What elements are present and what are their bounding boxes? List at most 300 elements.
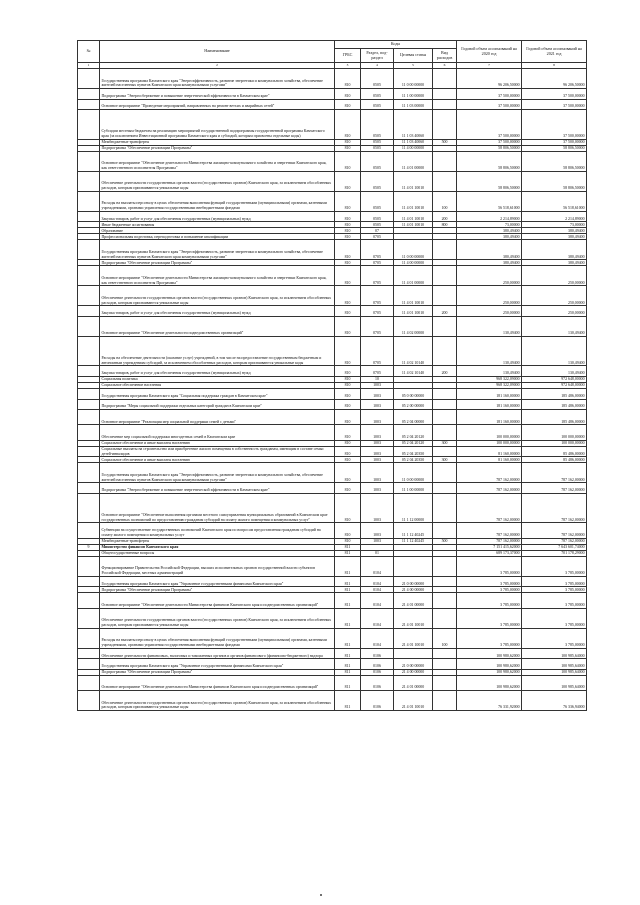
row-target-cell [394,556,433,576]
row-2020-cell: 787 162,00000 [457,493,522,523]
row-number-cell [78,493,100,523]
row-section-cell: 1003 [361,483,394,494]
row-section-cell: 0705 [361,240,394,260]
row-target-cell: 21 4 01 10010 [394,608,433,628]
row-type-cell [433,388,457,399]
row-grbs-cell: 810 [335,463,361,483]
row-section-cell: 0505 [361,211,394,222]
row-name-cell: Профессиональная подготовка, переподготовка и повышение квалификации [100,234,335,240]
table-row [78,69,587,89]
row-number-cell [78,171,100,191]
row-section-cell: 0505 [361,151,394,171]
row-type-cell: 500 [433,139,457,145]
row-grbs-cell: 810 [335,336,361,366]
row-type-cell [433,110,457,140]
row-2021-cell: 972 648,00000 [522,376,587,382]
row-section-cell: 1003 [361,388,394,399]
row-grbs-cell: 811 [335,550,361,556]
row-2020-cell: 181 160,00000 [457,399,522,410]
row-2021-cell: 56 518,61000 [522,191,587,211]
row-2021-cell: 3 785,00000 [522,556,587,576]
row-2020-cell: 787 162,00000 [457,483,522,494]
row-target-cell: 11 4 01 00000 [394,266,433,286]
row-type-cell [433,69,457,89]
row-type-cell: 300 [433,440,457,446]
row-target-cell: 11 1 03 40060 [394,139,433,145]
row-name-cell: Иные бюджетные ассигнования [100,222,335,228]
row-section-cell: 1003 [361,493,394,523]
row-2020-cell: 130,49400 [457,366,522,377]
row-grbs-cell: 811 [335,587,361,593]
row-name-cell: Основное мероприятие "Обеспечение деятельности Министерства жилищно-коммунального хозяйства и энергетики Камчатского края, как ответственного исполнителя Программы" [100,266,335,286]
row-2020-cell: 100 000,00000 [457,440,522,446]
row-target-cell: 21 4 00 00000 [394,587,433,593]
row-2020-cell: 380,49400 [457,228,522,234]
row-number-cell [78,576,100,587]
row-section-cell: 0106 [361,691,394,711]
row-name-cell: Подпрограмма "Меры социальной поддержки отдельных категорий граждан в Камчатском крае" [100,399,335,410]
row-section-cell: 0104 [361,608,394,628]
col-name-header: Наименование [100,41,335,63]
row-2021-cell: 972 648,00000 [522,382,587,388]
row-name-cell: Социальное обеспечение и иные выплаты населению [100,440,335,446]
row-2021-cell: 130,49400 [522,336,587,366]
row-section-cell: 10 [361,376,394,382]
row-section-cell: 07 [361,228,394,234]
col-grbs-header: ГРБС [335,49,361,63]
table-row [78,628,587,648]
row-2020-cell: 3 785,00000 [457,593,522,608]
row-2021-cell: 380,49400 [522,240,587,260]
row-name-cell: Подпрограмма "Энергосбережение и повышение энергетической эффективности в Камчатском крае" [100,483,335,494]
row-grbs-cell: 810 [335,388,361,399]
row-target-cell: 21 0 00 00000 [394,576,433,587]
row-2020-cell: 787 162,00000 [457,523,522,538]
row-type-cell [433,556,457,576]
row-section-cell: 01 [361,550,394,556]
row-number-cell [78,366,100,377]
row-target-cell: 11 4 01 10010 [394,171,433,191]
row-2020-cell: 3 785,00000 [457,556,522,576]
row-type-cell [433,266,457,286]
row-grbs-cell: 810 [335,382,361,388]
table-row [78,556,587,576]
row-2020-cell: 58 806,50000 [457,171,522,191]
row-target-cell: 05 2 04 20350 [394,446,433,457]
index-cell: 3 [335,63,361,69]
row-number-cell [78,211,100,222]
row-grbs-cell: 811 [335,544,361,550]
row-section-cell: 0104 [361,587,394,593]
row-name-cell: Субвенции на осуществление государственных полномочий Камчатского края по вопросам предоставления гражданам субсидий на оплату жилого помещения и коммунальных услуг [100,523,335,538]
row-target-cell: 11 0 00 00000 [394,240,433,260]
row-2020-cell: 181 160,00000 [457,410,522,425]
table-row [78,399,587,410]
row-number-cell [78,556,100,576]
row-name-cell: Основное мероприятие "Проведение мероприятий, направленных на ремонт ветхих и аварийных сетей" [100,99,335,110]
row-section-cell: 1003 [361,399,394,410]
row-grbs-cell: 810 [335,425,361,440]
table-row [78,576,587,587]
row-type-cell [433,483,457,494]
row-name-cell: Социальное обеспечение и иные выплаты населению [100,457,335,463]
row-target-cell: 11 4 01 10010 [394,306,433,317]
row-section-cell: 0505 [361,139,394,145]
row-grbs-cell: 810 [335,99,361,110]
row-grbs-cell: 810 [335,493,361,523]
row-section-cell: 0104 [361,576,394,587]
row-grbs-cell: 811 [335,576,361,587]
row-grbs-cell: 810 [335,457,361,463]
table-row [78,316,587,336]
row-number-cell [78,306,100,317]
row-2020-cell: 3 785,00000 [457,628,522,648]
row-2021-cell: 100 985,64000 [522,659,587,670]
row-type-cell [433,463,457,483]
row-2021-cell: 3 785,00000 [522,587,587,593]
row-name-cell: Расходы на выплаты персоналу в целях обеспечения выполнения функций государственными (муниципальными) органами, казенными учреждениями, органами управления государственными внебюджетными фондами [100,628,335,648]
row-name-cell: Социальная политика [100,376,335,382]
row-target-cell: 11 1 12 40245 [394,523,433,538]
table-row [78,191,587,211]
row-type-cell: 100 [433,191,457,211]
row-name-cell: Общегосударственные вопросы [100,550,335,556]
table-row [78,171,587,191]
row-target-cell: 11 1 03 40060 [394,110,433,140]
row-grbs-cell: 810 [335,139,361,145]
row-name-cell: Подпрограмма "Обеспечение реализации Программы" [100,669,335,675]
row-2020-cell: 250,00000 [457,286,522,306]
row-type-cell [433,425,457,440]
row-2020-cell: 181 160,00000 [457,388,522,399]
row-number-cell [78,410,100,425]
row-grbs-cell: 810 [335,228,361,234]
row-target-cell: 11 1 00 00000 [394,483,433,494]
row-target-cell: 11 4 00 00000 [394,260,433,266]
row-2021-cell: 3 785,00000 [522,608,587,628]
row-name-cell: Государственная программа Камчатского края "Энергоэффективность, развитие энергетики и коммунального хозяйства, обеспечение жителей населенных пунктов Камчатского края коммунальными услугами" [100,463,335,483]
row-section-cell: 0705 [361,366,394,377]
row-section-cell: 0505 [361,222,394,228]
row-type-cell [433,648,457,659]
row-target-cell: 11 0 00 00000 [394,69,433,89]
row-number-cell [78,151,100,171]
row-2021-cell: 185 486,00000 [522,410,587,425]
row-section-cell: 0505 [361,69,394,89]
row-grbs-cell: 810 [335,286,361,306]
row-type-cell [433,691,457,711]
row-2020-cell: 380,49400 [457,234,522,240]
row-target-cell: 05 2 04 20350 [394,457,433,463]
row-target-cell [394,648,433,659]
row-grbs-cell: 810 [335,446,361,457]
row-type-cell [433,410,457,425]
table-row [78,366,587,377]
row-grbs-cell: 810 [335,316,361,336]
row-grbs-cell: 810 [335,211,361,222]
table-row [78,425,587,440]
row-name-cell: Подпрограмма "Энергосбережение и повышение энергетической эффективности в Камчатском крае" [100,89,335,100]
page-mark [320,894,322,896]
table-row [78,99,587,110]
row-2021-cell: 58 806,50000 [522,151,587,171]
row-grbs-cell: 810 [335,191,361,211]
row-target-cell: 05 0 00 00000 [394,388,433,399]
index-cell: 8 [522,63,587,69]
row-grbs-cell: 810 [335,240,361,260]
row-section-cell: 1003 [361,463,394,483]
row-name-cell: Основное мероприятие "Обеспечение выполнения органами местного самоуправления муниципальных образований в Камчатском крае государственных полномочий по предоставлению гражданам субсидий на оплату жилого помещения и коммунальных услуг" [100,493,335,523]
row-2020-cell: 37 500,00000 [457,89,522,100]
row-target-cell: 11 4 01 00000 [394,151,433,171]
row-grbs-cell: 811 [335,691,361,711]
table-row [78,89,587,100]
row-grbs-cell: 810 [335,151,361,171]
row-2021-cell: 250,00000 [522,286,587,306]
row-type-cell [433,336,457,366]
row-2020-cell: 58 806,50000 [457,145,522,151]
table-row [78,446,587,457]
row-grbs-cell: 810 [335,69,361,89]
row-grbs-cell: 810 [335,523,361,538]
row-type-cell: 500 [433,538,457,544]
row-2020-cell: 689 173,37000 [457,550,522,556]
table-row [78,659,587,670]
col-section-header: Раздел, под-раздел [361,49,394,63]
row-name-cell: Подпрограмма "Обеспечение реализации Программы" [100,587,335,593]
row-2021-cell: 100 985,64000 [522,648,587,659]
row-target-cell: 21 4 00 00000 [394,669,433,675]
row-section-cell: 0505 [361,110,394,140]
row-type-cell [433,608,457,628]
row-number-cell [78,399,100,410]
row-2021-cell: 96 206,50000 [522,69,587,89]
row-grbs-cell: 810 [335,89,361,100]
row-name-cell: Обеспечение деятельности государственных органов власти (государственных органов) Камчатского края, за исключением обособленных расходов, которым присваиваются уникальные коды [100,608,335,628]
row-2021-cell: 701 178,29000 [522,550,587,556]
row-grbs-cell: 810 [335,366,361,377]
row-name-cell: Основное мероприятие "Обеспечение деятельности Министерства финансов Камчатского края и подведомственных организаций" [100,593,335,608]
row-number-cell [78,316,100,336]
table-row [78,266,587,286]
row-2020-cell: 2 214,89000 [457,211,522,222]
row-type-cell: 800 [433,222,457,228]
row-type-cell [433,446,457,457]
col-number-header: № [78,41,100,63]
index-cell: 7 [457,63,522,69]
row-target-cell: 11 4 01 10010 [394,286,433,306]
row-2021-cell: 37 500,00000 [522,110,587,140]
row-2021-cell: 250,00000 [522,266,587,286]
row-section-cell: 1003 [361,523,394,538]
row-target-cell: 11 1 03 00000 [394,99,433,110]
row-type-cell [433,89,457,100]
row-name-cell: Государственная программа Камчатского края "Энергоэффективность, развитие энергетики и коммунального хозяйства, обеспечение жителей населенных пунктов Камчатского края коммунальными услугами" [100,240,335,260]
row-2020-cell: 81 160,00000 [457,457,522,463]
col-target-header: Целевая статья [394,49,433,63]
row-target-cell: 11 4 02 10140 [394,336,433,366]
row-2021-cell: 85 486,00000 [522,457,587,463]
row-number-cell [78,593,100,608]
row-name-cell: Межбюджетные трансферты [100,139,335,145]
row-name-cell: Закупка товаров, работ и услуг для обеспечения государственных (муниципальных) нужд [100,211,335,222]
row-target-cell: 21 4 01 00000 [394,593,433,608]
row-number-cell [78,266,100,286]
row-number-cell [78,425,100,440]
row-grbs-cell: 811 [335,659,361,670]
row-2020-cell: 73,00000 [457,222,522,228]
row-grbs-cell: 811 [335,593,361,608]
row-type-cell [433,675,457,690]
row-target-cell: 11 4 00 00000 [394,145,433,151]
row-section-cell: 0106 [361,648,394,659]
row-grbs-cell: 810 [335,222,361,228]
table-row [78,675,587,690]
row-name-cell: Закупка товаров, работ и услуг для обеспечения государственных (муниципальных) нужд [100,306,335,317]
table-row [78,410,587,425]
table-row [78,593,587,608]
row-target-cell: 11 1 00 00000 [394,89,433,100]
row-grbs-cell: 811 [335,608,361,628]
row-target-cell: 21 4 01 10010 [394,691,433,711]
row-number-cell [78,388,100,399]
row-2020-cell: 100 980,62000 [457,659,522,670]
row-name-cell: Государственная программа Камчатского края "Энергоэффективность, развитие энергетики и коммунального хозяйства, обеспечение жителей населенных пунктов Камчатского края коммунальными услугами" [100,69,335,89]
row-number-cell [78,483,100,494]
row-2020-cell: 3 785,00000 [457,608,522,628]
row-section-cell: 0705 [361,336,394,366]
row-2021-cell: 37 500,00000 [522,139,587,145]
row-grbs-cell: 810 [335,376,361,382]
row-2020-cell: 787 162,00000 [457,463,522,483]
index-cell: 5 [394,63,433,69]
row-section-cell: 0505 [361,145,394,151]
col-type-header: Вид расходов [433,49,457,63]
row-name-cell: Субсидии местным бюджетам на реализацию мероприятий государственной подпрограммы государственной программы Камчатского края (за исключением Инвестиционной программы Камчатского края и субсидий, которым присвоены отдельные коды) [100,110,335,140]
table-row [78,523,587,538]
row-target-cell: 11 4 02 00000 [394,316,433,336]
row-number-cell [78,89,100,100]
row-type-cell [433,151,457,171]
row-2020-cell: 787 162,00000 [457,538,522,544]
index-cell: 2 [100,63,335,69]
row-2021-cell: 73,00000 [522,222,587,228]
row-2020-cell: 380,49400 [457,240,522,260]
row-2021-cell: 787 162,00000 [522,538,587,544]
row-name-cell: Обеспечение деятельности государственных органов власти (государственных органов) Камчатского края, за исключением обособленных расходов, которым присваиваются уникальные коды [100,171,335,191]
row-grbs-cell: 810 [335,483,361,494]
row-grbs-cell: 811 [335,675,361,690]
row-name-cell: Обеспечение деятельности финансовых, налоговых и таможенных органов и органов финансового (финансово-бюджетного) надзора [100,648,335,659]
row-number-cell [78,99,100,110]
col-codes-header: Коды [335,41,457,49]
row-2020-cell: 81 160,00000 [457,446,522,457]
row-target-cell: 11 1 12 40245 [394,538,433,544]
row-2021-cell: 2 214,89000 [522,211,587,222]
row-2021-cell: 58 806,50000 [522,145,587,151]
row-2021-cell: 85 486,00000 [522,446,587,457]
row-2020-cell: 3 785,00000 [457,587,522,593]
index-cell: 6 [433,63,457,69]
row-type-cell [433,99,457,110]
row-target-cell: 11 4 01 10010 [394,211,433,222]
row-2021-cell: 250,00000 [522,306,587,317]
row-2021-cell: 100 985,64000 [522,675,587,690]
row-name-cell: Расходы на обеспечение деятельности (оказание услуг) учреждений, в том числе на предоставление государственным бюджетным и автономным учреждениям субсидий, за исключением обособленных расходов, которым присваиваются уникальные коды [100,336,335,366]
row-2021-cell: 185 486,00000 [522,388,587,399]
row-grbs-cell: 810 [335,110,361,140]
row-grbs-cell: 810 [335,234,361,240]
table-row [78,463,587,483]
row-target-cell: 11 4 02 10140 [394,366,433,377]
row-grbs-cell: 810 [335,145,361,151]
row-type-cell: 200 [433,366,457,377]
row-number-cell [78,286,100,306]
row-section-cell: 0505 [361,89,394,100]
row-2020-cell: 58 806,50000 [457,151,522,171]
row-target-cell: 21 4 01 00000 [394,675,433,690]
row-number-cell [78,336,100,366]
row-grbs-cell: 810 [335,306,361,317]
table-row [78,110,587,140]
row-grbs-cell: 811 [335,669,361,675]
row-2021-cell: 100 985,64000 [522,669,587,675]
row-type-cell [433,493,457,523]
row-number-cell [78,240,100,260]
row-name-cell: Функционирование Правительства Российской Федерации, высших исполнительных органов государственной власти субъектов Российской Федерации, местных администраций [100,556,335,576]
row-2020-cell: 37 500,00000 [457,110,522,140]
table-body [78,69,587,711]
table-row [78,286,587,306]
row-name-cell: Обеспечение мер социальной поддержки многодетных семей в Камчатском крае [100,425,335,440]
row-grbs-cell: 811 [335,556,361,576]
row-number-cell [78,110,100,140]
row-section-cell: 0705 [361,260,394,266]
row-section-cell: 0505 [361,171,394,191]
row-2020-cell: 250,00000 [457,266,522,286]
row-2021-cell: 37 500,00000 [522,89,587,100]
row-section-cell: 0104 [361,628,394,648]
row-2020-cell: 37 500,00000 [457,99,522,110]
row-section-cell: 1003 [361,410,394,425]
row-2021-cell: 3 785,00000 [522,593,587,608]
row-2020-cell: 56 518,61000 [457,191,522,211]
row-name-cell: Министерство финансов Камчатского края [100,544,335,550]
row-number-cell [78,463,100,483]
row-2021-cell: 787 162,00000 [522,523,587,538]
row-name-cell: Социальное обеспечение населения [100,382,335,388]
row-name-cell: Закупка товаров, работ и услуг для обеспечения государственных (муниципальных) нужд [100,366,335,377]
table-row [78,493,587,523]
row-type-cell [433,240,457,260]
row-target-cell: 05 2 00 00000 [394,399,433,410]
table-row [78,483,587,494]
table-row [78,336,587,366]
row-2021-cell: 787 162,00000 [522,483,587,494]
row-section-cell: 1003 [361,425,394,440]
row-2021-cell: 3 785,00000 [522,628,587,648]
row-section-cell: 0705 [361,306,394,317]
table-header [78,41,587,69]
row-2020-cell: 130,49400 [457,316,522,336]
row-name-cell: Государственная программа Камчатского края "Управление государственными финансами Камчатского края" [100,576,335,587]
row-type-cell [433,576,457,587]
row-2020-cell: 130,49400 [457,336,522,366]
row-2020-cell: 380,49400 [457,260,522,266]
row-section-cell: 0505 [361,99,394,110]
row-2021-cell: 185 486,00000 [522,399,587,410]
row-name-cell: Государственная программа Камчатского края "Социальная поддержка граждан в Камчатском крае" [100,388,335,399]
